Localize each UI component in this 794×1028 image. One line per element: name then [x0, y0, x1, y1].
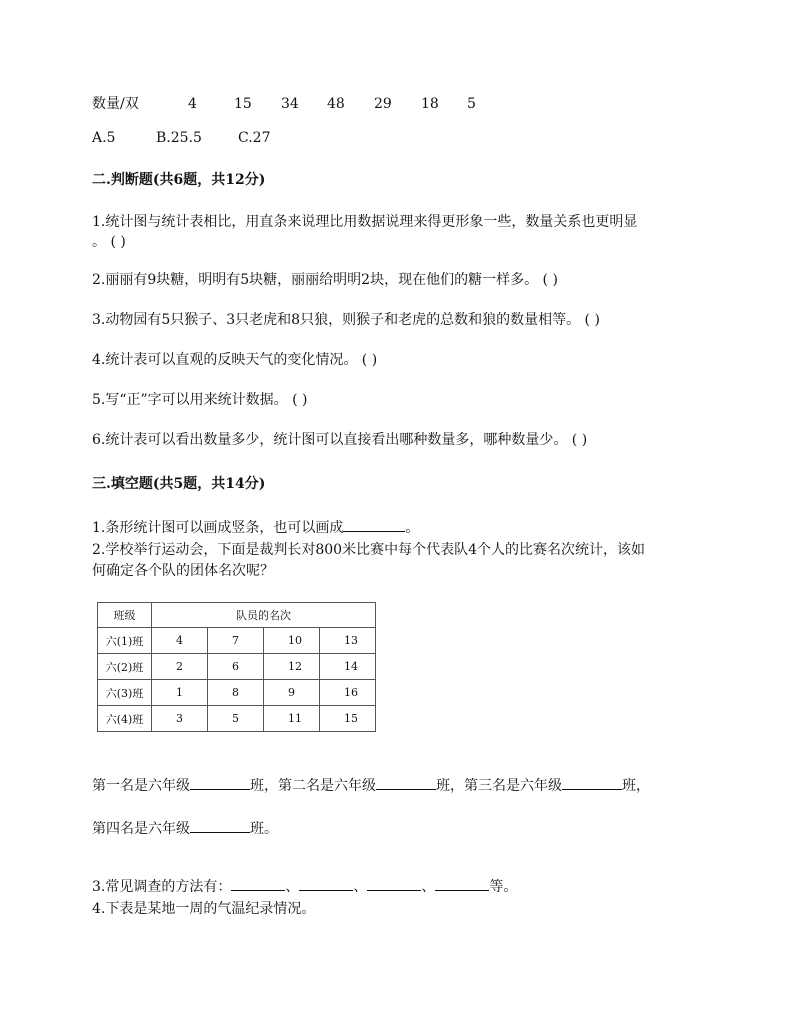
section-title: 三.填空题(共5题，共14分) [92, 476, 266, 492]
rank-cell: 8 [208, 680, 264, 706]
quantity-value: 34 [281, 96, 299, 112]
class-cell: 六(4)班 [98, 706, 152, 732]
question-end: 等。 [489, 879, 518, 895]
quantity-row [92, 94, 476, 114]
question: 3.动物园有5只猴子、3只老虎和8只狼，则猴子和老虎的总数和狼的数量相等。 ( ) [92, 312, 600, 328]
table-row [98, 628, 376, 654]
table-header-row [98, 603, 376, 628]
answer-blank[interactable] [299, 876, 353, 891]
rank-cell: 2 [152, 654, 208, 680]
rank-cell: 5 [208, 706, 264, 732]
rank-answer-line [92, 775, 650, 796]
rank-cell: 10 [264, 628, 320, 654]
answer-blank[interactable] [562, 775, 622, 790]
rank-text: 班。 [250, 821, 278, 837]
question-text: 3.常见调查的方法有： [92, 879, 232, 895]
table-row [98, 654, 376, 680]
header-rank: 队员的名次 [152, 603, 376, 628]
question [92, 517, 419, 538]
quantity-label: 数量/双 [92, 96, 139, 112]
answer-blank[interactable] [231, 876, 285, 891]
header-class: 班级 [98, 603, 152, 628]
rank-table [97, 602, 376, 732]
class-cell: 六(1)班 [98, 628, 152, 654]
question: 2.学校举行运动会，下面是裁判长对800米比赛中每个代表队4个人的比赛名次统计，该如 [92, 542, 645, 558]
rank-cell: 16 [320, 680, 376, 706]
rank-cell: 11 [264, 706, 320, 732]
rank-cell: 4 [152, 628, 208, 654]
answer-options [92, 128, 270, 148]
answer-blank[interactable] [367, 876, 421, 891]
quantity-value: 5 [467, 96, 476, 112]
quantity-value: 29 [374, 96, 392, 112]
quantity-value: 48 [327, 96, 345, 112]
rank-answer-line [92, 818, 278, 839]
rank-cell: 1 [152, 680, 208, 706]
rank-cell: 3 [152, 706, 208, 732]
answer-blank[interactable] [376, 775, 436, 790]
question: 4.下表是某地一周的气温纪录情况。 [92, 901, 316, 917]
rank-text: 班，第二名是六年级 [250, 778, 376, 794]
option-c: C.27 [238, 130, 271, 146]
rank-cell: 7 [208, 628, 264, 654]
rank-text: 班，第三名是六年级 [436, 778, 562, 794]
question: 1.统计图与统计表相比，用直条来说理比用数据说理来得更形象一些，数量关系也更明显 [92, 214, 638, 230]
question-text: 1.条形统计图可以画成竖条，也可以画成 [92, 520, 344, 536]
question: 2.丽丽有9块糖，明明有5块糖，丽丽给明明2块，现在他们的糖一样多。 ( ) [92, 272, 558, 288]
question: 。 ( ) [92, 234, 126, 250]
question [92, 876, 517, 897]
quantity-value: 15 [234, 96, 252, 112]
class-cell: 六(3)班 [98, 680, 152, 706]
option-a: A.5 [92, 130, 116, 146]
section-title: 二.判断题(共6题，共12分) [92, 172, 266, 188]
rank-text: 第四名是六年级 [92, 821, 190, 837]
rank-text: 班， [622, 778, 650, 794]
separator: 、 [353, 879, 368, 895]
question: 6.统计表可以看出数量多少，统计图可以直接看出哪种数量多，哪种数量少。 ( ) [92, 432, 588, 448]
rank-text: 第一名是六年级 [92, 778, 190, 794]
separator: 、 [421, 879, 436, 895]
answer-blank[interactable] [190, 775, 250, 790]
rank-cell: 6 [208, 654, 264, 680]
rank-cell: 13 [320, 628, 376, 654]
rank-cell: 14 [320, 654, 376, 680]
answer-blank[interactable] [190, 818, 250, 833]
quantity-value: 18 [421, 96, 439, 112]
rank-cell: 12 [264, 654, 320, 680]
class-cell: 六(2)班 [98, 654, 152, 680]
question-end: 。 [405, 520, 420, 536]
quantity-value: 4 [188, 96, 197, 112]
answer-blank[interactable] [343, 517, 405, 532]
question: 何确定各个队的团体名次呢？ [92, 563, 274, 579]
table-row [98, 680, 376, 706]
table-row [98, 706, 376, 732]
option-b: B.25.5 [156, 130, 202, 146]
rank-cell: 9 [264, 680, 320, 706]
question: 4.统计表可以直观的反映天气的变化情况。 ( ) [92, 352, 378, 368]
separator: 、 [285, 879, 300, 895]
answer-blank[interactable] [435, 876, 489, 891]
question: 5.写“正”字可以用来统计数据。 ( ) [92, 392, 308, 408]
rank-cell: 15 [320, 706, 376, 732]
